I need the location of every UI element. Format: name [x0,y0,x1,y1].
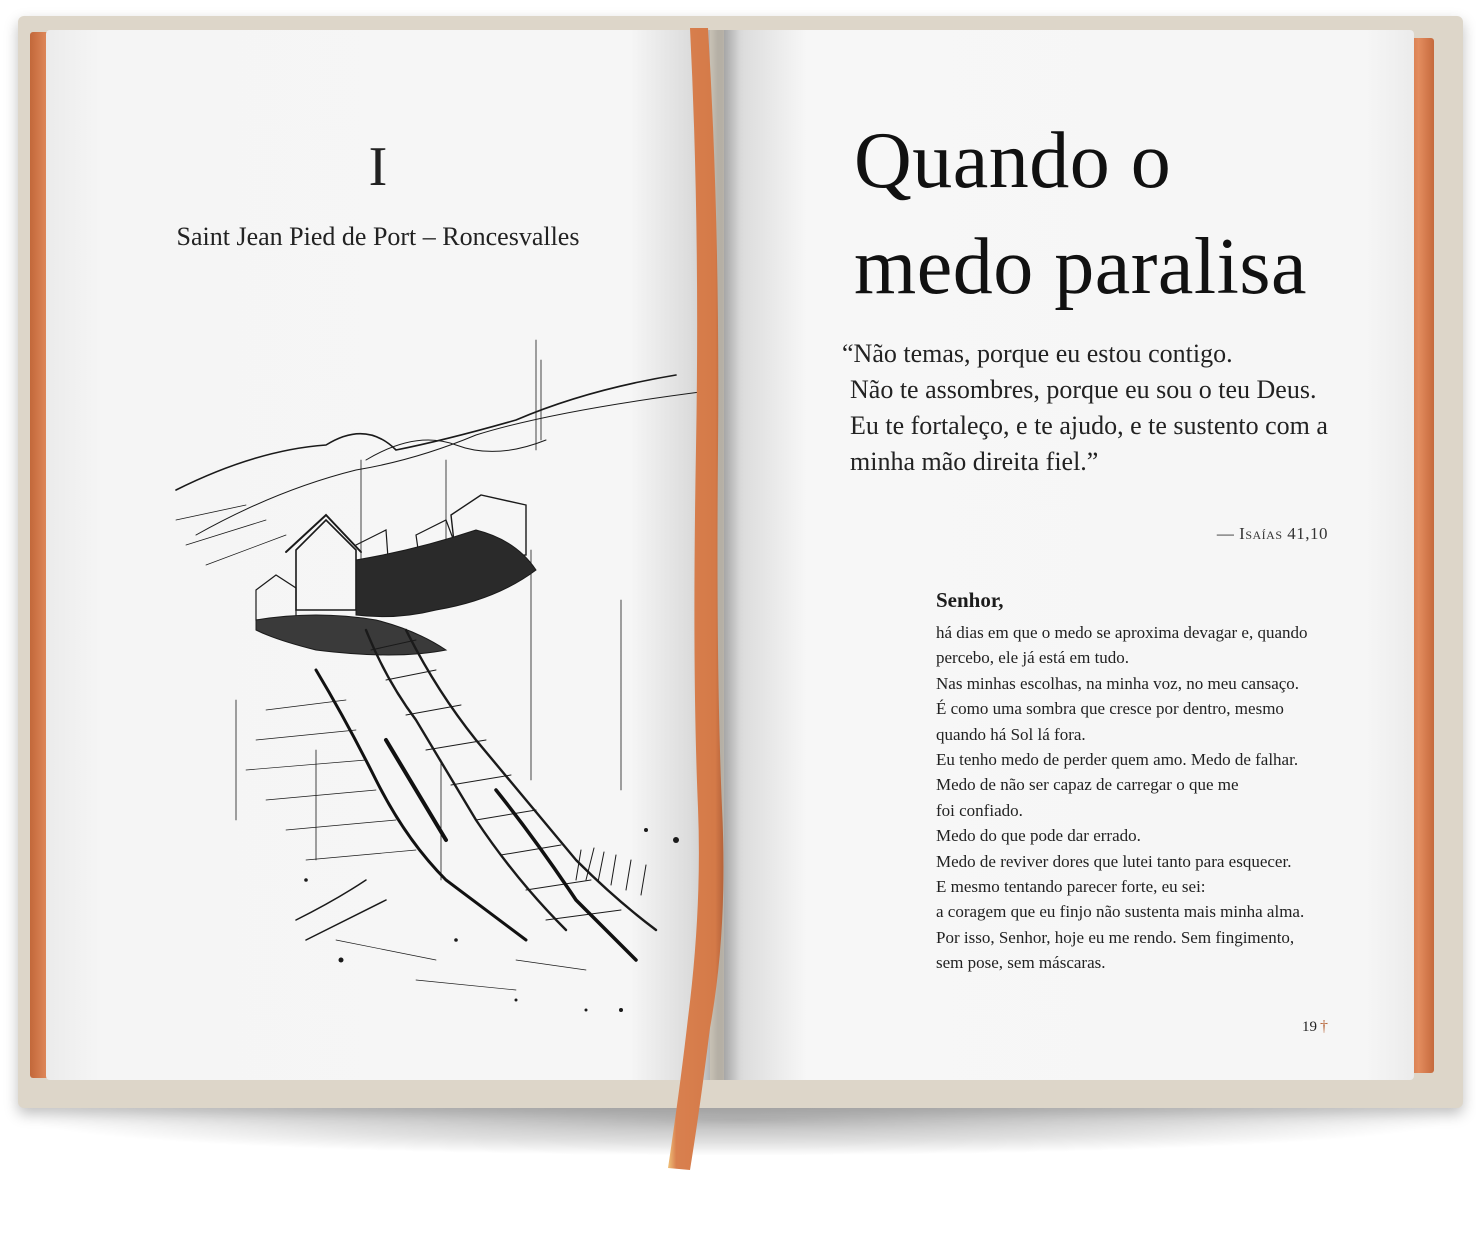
quote-reference: — Isaías 41,10 [1216,524,1328,543]
prayer-line: Eu tenho medo de perder quem amo. Medo de falhar. [936,750,1299,770]
bookmark-ribbon [660,28,740,1178]
prayer-line: foi confiado. [936,800,1023,820]
prayer-line: Medo do que pode dar errado. [936,826,1141,846]
page-heading [854,108,1374,320]
heading-line: medo paralisa [854,223,1307,311]
prayer-line: Medo de não ser capaz de carregar o que me [936,775,1239,795]
quote-line: Não te assombres, porque eu sou o teu Deus. [850,375,1317,404]
quote-line: Eu te fortaleço, e te ajudo, e te sustento com a [850,411,1328,440]
prayer-line: a coragem que eu finjo não sustenta mais minha alma. [936,902,1305,922]
quote-line: minha mão direita fiel.” [850,447,1099,476]
page-number-value: 19 [1302,1019,1317,1035]
page-number [1302,1018,1328,1036]
chapter-title: Saint Jean Pied de Port – Roncesvalles [176,222,580,251]
heading-line: Quando o [854,117,1172,205]
left-page [46,30,710,1080]
prayer-line: Por isso, Senhor, hoje eu me rendo. Sem fingimento, [936,927,1295,947]
prayer-line: E mesmo tentando parecer forte, eu sei: [936,877,1206,897]
prayer-title: Senhor, [936,588,1004,612]
right-page [724,30,1414,1080]
cross-icon: † [1320,1018,1328,1035]
prayer-line: É como uma sombra que cresce por dentro, mesmo [936,699,1284,719]
prayer-line: quando há Sol lá fora. [936,724,1086,744]
prayer-line: Medo de reviver dores que lutei tanto para esquecer. [936,851,1292,871]
prayer-text [936,620,1336,976]
village-path-illustration [116,320,706,1040]
prayer-line: sem pose, sem máscaras. [936,953,1106,973]
prayer-line: Nas minhas escolhas, na minha voz, no meu cansaço. [936,673,1300,693]
scripture-quote [842,336,1370,480]
quote-line: “Não temas, porque eu estou contigo. [842,339,1233,368]
prayer-line: há dias em que o medo se aproxima devagar e, quando [936,623,1308,642]
prayer-line: percebo, ele já está em tudo. [936,648,1130,668]
chapter-number: I [368,136,388,198]
